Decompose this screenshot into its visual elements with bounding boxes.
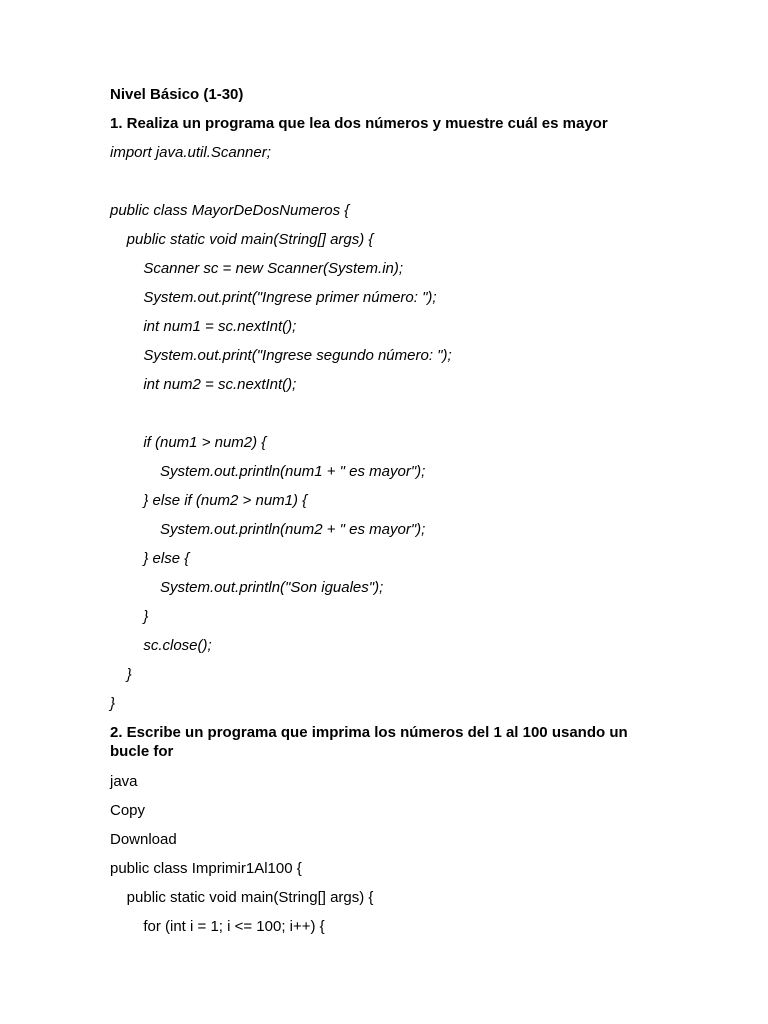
- download-button[interactable]: Download: [110, 831, 177, 848]
- code-line: } else if (num2 > num1) {: [110, 492, 308, 509]
- question-1-heading: 1. Realiza un programa que lea dos números y muestre cuál es mayor: [110, 115, 608, 132]
- code-line: import java.util.Scanner;: [110, 144, 271, 161]
- code-line: public class MayorDeDosNumeros {: [110, 202, 350, 219]
- section-title: Nivel Básico (1-30): [110, 86, 244, 103]
- code-line: System.out.println("Son iguales");: [110, 579, 384, 596]
- code-line: public static void main(String[] args) {: [110, 889, 374, 906]
- copy-button[interactable]: Copy: [110, 802, 146, 819]
- code-line: System.out.print("Ingrese primer número: ");: [110, 289, 437, 306]
- code-line: sc.close();: [110, 637, 212, 654]
- code-line: if (num1 > num2) {: [110, 434, 267, 451]
- code-line: System.out.print("Ingrese segundo número: ");: [110, 347, 452, 364]
- code-line: public class Imprimir1Al100 {: [110, 860, 302, 877]
- code-line: public static void main(String[] args) {: [110, 231, 374, 248]
- code-line: int num1 = sc.nextInt();: [110, 318, 297, 335]
- code-line: } else {: [110, 550, 190, 567]
- code-line: }: [110, 666, 132, 683]
- code-language-label: java: [110, 773, 138, 790]
- question-2-heading: 2. Escribe un programa que imprima los números del 1 al 100 usando un bucle for: [110, 724, 628, 760]
- code-line: System.out.println(num1 + " es mayor");: [110, 463, 426, 480]
- code-line: }: [110, 695, 116, 712]
- code-line: int num2 = sc.nextInt();: [110, 376, 297, 393]
- code-line: System.out.println(num2 + " es mayor");: [110, 521, 426, 538]
- code-line: }: [110, 608, 149, 625]
- code-line: Scanner sc = new Scanner(System.in);: [110, 260, 404, 277]
- code-line: for (int i = 1; i <= 100; i++) {: [110, 918, 325, 935]
